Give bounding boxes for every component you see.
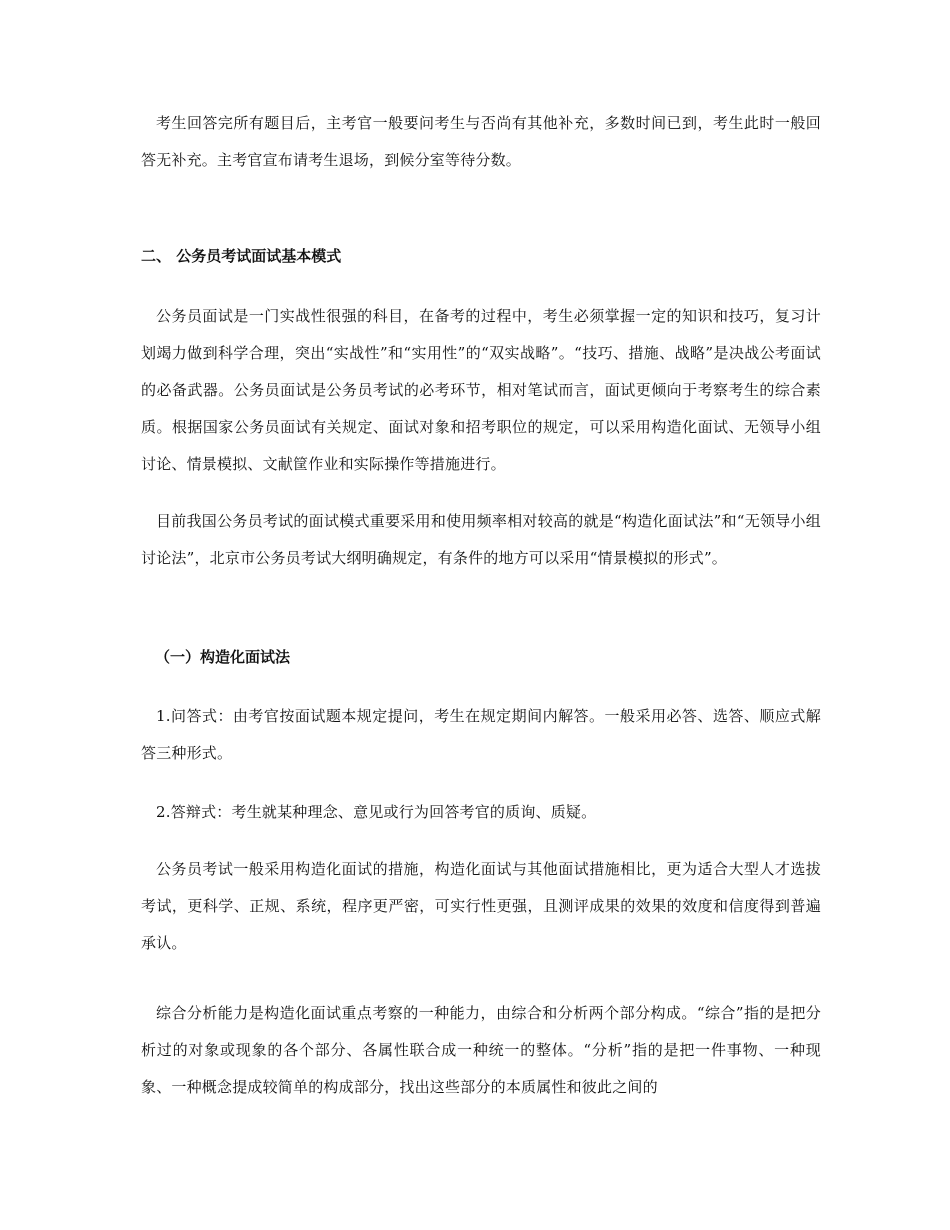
subsection-heading-structured-interview: （一）构造化面试法	[155, 648, 291, 666]
paragraph-structured-interview-advantages: 公务员考试一般采用构造化面试的措施，构造化面试与其他面试措施相比，更为适合大型人才选拔考试，更科学、正规、系统，程序更严密，可实行性更强，且测评成果的效果的效度和信度得到普遍承认。	[141, 860, 821, 952]
list-item-question-answer: 1.问答式：由考官按面试题本规定提问，考生在规定期间内解答。一般采用必答、选答、顺应式解答三种形式。	[141, 707, 821, 762]
list-item-debate: 2.答辩式：考生就某种理念、意见或行为回答考官的质询、质疑。	[156, 803, 597, 821]
section-heading-basic-modes: 二、 公务员考试面试基本模式	[141, 247, 342, 265]
paragraph-interview-overview: 公务员面试是一门实战性很强的科目，在备考的过程中，考生必须掌握一定的知识和技巧，复习计划竭力做到科学合理，突出“实战性”和“实用性”的“双实战略”。“技巧、措施、战略”是决战公考面试的必备武器。公务员面试是公务员考试的必考环节，相对笔试而言，面试更倾向于考察考生的综合素质。根据国家公务员面试有关规定、面试对象和招考职位的规定，可以采用构造化面试、无领导小组讨论、情景模拟、文献筐作业和实际操作等措施进行。	[141, 307, 821, 473]
paragraph-interview-modes: 目前我国公务员考试的面试模式重要采用和使用频率相对较高的就是“构造化面试法”和“无领导小组讨论法”，北京市公务员考试大纲明确规定，有条件的地方可以采用“情景模拟的形式”。	[141, 512, 821, 567]
paragraph-comprehensive-analysis: 综合分析能力是构造化面试重点考察的一种能力，由综合和分析两个部分构成。“综合”指的是把分析过的对象或现象的各个部分、各属性联合成一种统一的整体。“分析”指的是把一件事物、一种现象、一种概念提成较简单的构成部分，找出这些部分的本质属性和彼此之间的	[141, 1004, 821, 1096]
paragraph-interview-closing: 考生回答完所有题目后，主考官一般要问考生与否尚有其他补充，多数时间已到，考生此时一般回答无补充。主考官宣布请考生退场，到候分室等待分数。	[141, 114, 821, 169]
